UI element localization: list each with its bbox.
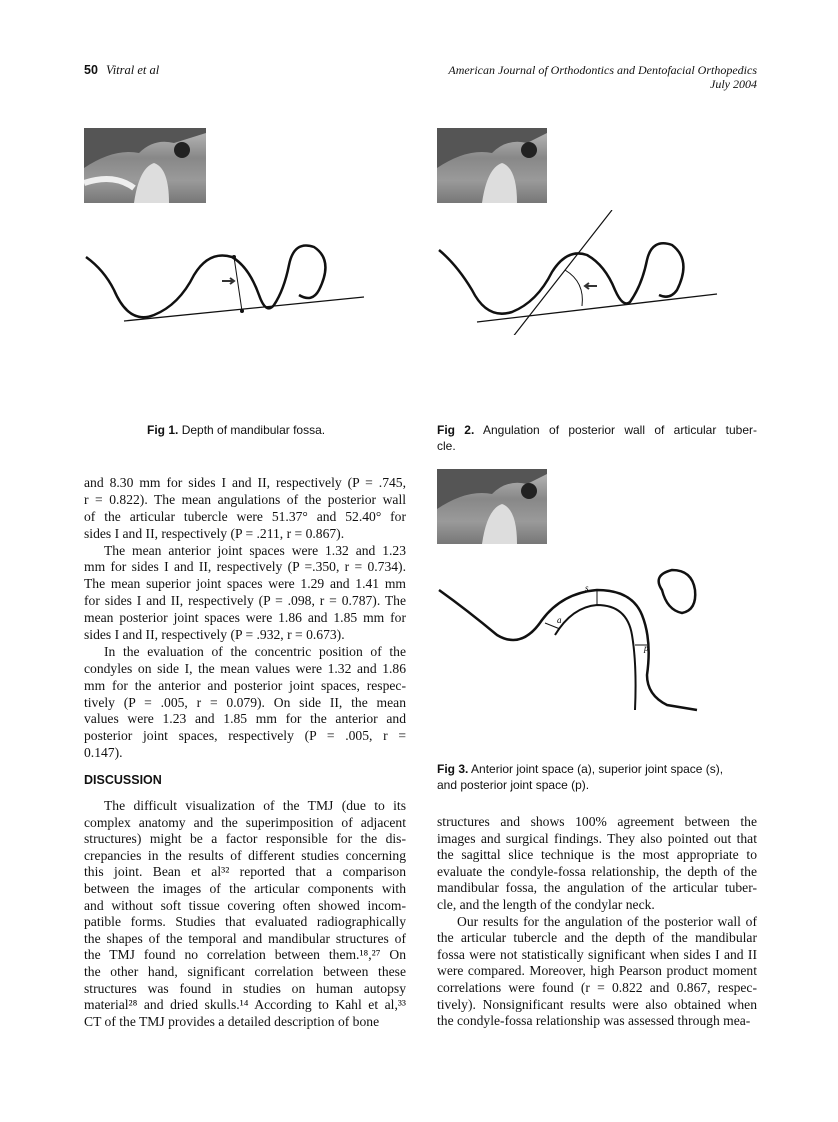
text-line: sides I and II, respectively (P = .932, r = 0.673). xyxy=(84,627,345,643)
text-line: tively). Nonsignificant results were also obtained when xyxy=(437,996,757,1012)
text-line: the condyle-fossa relationship was assessed through mea- xyxy=(437,1013,751,1029)
text-line: The mean anterior joint spaces were 1.32 and 1.23 xyxy=(104,542,406,558)
text-line: r = 0.822). The mean angulations of the posterior wall xyxy=(84,491,406,507)
fig3-caption xyxy=(437,761,757,793)
text-line: evaluate the condyle-fossa relationship, the depth of the xyxy=(437,863,757,879)
text-line: the other hand, significant correlation between these xyxy=(84,963,406,979)
text-line: and 8.30 mm for sides I and II, respectively (P = .745, xyxy=(84,475,406,490)
text-line: mean posterior joint spaces were 1.86 and 1.85 mm for xyxy=(84,610,406,626)
text-line: material²⁸ and dried skulls.¹⁴ According to Kahl et al,³³ xyxy=(84,997,406,1013)
fig3-radiograph xyxy=(437,469,547,544)
text-line: mm for the anterior and posterior joint spaces, respec- xyxy=(84,677,406,693)
radiograph-detail xyxy=(437,469,547,544)
caption-line xyxy=(437,422,757,438)
text-line: CT of the TMJ provides a detailed description of bone xyxy=(84,1013,380,1029)
text-line: the articular tubercle and the depth of the mandibular xyxy=(437,930,757,946)
fig1-radiograph xyxy=(84,128,206,203)
text-line: images and surgical findings. They also pointed out that xyxy=(437,830,757,846)
text-line: structures was found in studies on human autopsy xyxy=(84,980,406,996)
discussion-text xyxy=(84,798,406,1030)
fig-label: Fig 1. xyxy=(147,423,179,437)
text-line: mandibular fossa, the angulation of the articular tuber- xyxy=(437,880,757,896)
caption-line: cle. xyxy=(437,439,456,453)
text-line: values were 1.23 and 1.85 mm for the anterior and xyxy=(84,711,406,727)
caption-text: Anterior joint space (a), superior joint space (s), xyxy=(471,762,724,776)
text-line: the shapes of the temporal and mandibular structures of xyxy=(84,930,406,946)
text-line: tively (P = .005, r = 0.079). On side II, the mean xyxy=(84,694,406,710)
text-line: cle, and the length of the condylar neck. xyxy=(437,896,655,912)
text-line: The mean superior joint spaces were 1.29 and 1.41 mm xyxy=(84,576,406,592)
fig2-diagram xyxy=(437,210,737,335)
page-number: 50 xyxy=(84,63,98,77)
text-line: of the articular tubercle were 51.37° and 52.40° for xyxy=(84,508,406,524)
results-text xyxy=(84,475,406,762)
text-line: between the images of the articular components with xyxy=(84,880,406,896)
text-line: for sides I and II, respectively (P = .098, r = 0.787). The xyxy=(84,593,406,609)
text-line: 0.147). xyxy=(84,745,123,761)
text-line: sides I and II, respectively (P = .211, r = 0.867). xyxy=(84,525,345,541)
radiograph-detail xyxy=(437,128,547,203)
text-line: structures) might be a factor responsible for the dis- xyxy=(84,831,406,847)
label-a: a xyxy=(557,615,562,625)
discussion-text-continued xyxy=(437,814,757,1030)
text-line: the TMJ found no correlation between them.¹⁸,²⁷ On xyxy=(84,947,406,963)
text-line: crepancies in the results of different studies concerning xyxy=(84,847,406,863)
text-line: this joint. Bean et al³² reported that a comparison xyxy=(84,864,406,880)
radiograph-detail xyxy=(84,128,206,203)
text-line: condyles on side I, the mean values were 1.32 and 1.86 xyxy=(84,660,406,676)
label-p: p xyxy=(644,643,649,653)
section-heading: DISCUSSION xyxy=(84,773,162,787)
fig2-caption xyxy=(437,422,757,454)
text-line: the sagittal slice technique is the most appropriate to xyxy=(437,847,757,863)
fig-label: Fig 2. xyxy=(437,423,475,437)
text-line: mm for sides I and II, respectively (P =.350, r = 0.734). xyxy=(84,559,406,575)
text-line: and without soft tissue covering often showed incom- xyxy=(84,897,406,913)
text-line: Our results for the angulation of the posterior wall of xyxy=(457,913,757,929)
fig1-caption xyxy=(147,422,325,438)
text-line: In the evaluation of the concentric position of the xyxy=(104,643,406,659)
text-line: fossa were not statistically significant when sides I and II xyxy=(437,946,757,962)
journal-header xyxy=(448,63,757,91)
text-line: patible forms. Studies that evaluated radiographically xyxy=(84,914,406,930)
label-s: s xyxy=(585,583,589,593)
running-authors: Vitral et al xyxy=(106,63,160,77)
text-line: complex anatomy and the superimposition of adjacent xyxy=(84,814,406,830)
journal-title: American Journal of Orthodontics and Dentofacial Orthopedics xyxy=(448,63,757,77)
caption-line xyxy=(437,761,757,777)
issue-date: July 2004 xyxy=(710,77,757,91)
fig3-diagram xyxy=(437,565,737,715)
text-line: correlations were found (r = 0.822 and 0.867, respec- xyxy=(437,979,757,995)
text-line: structures and shows 100% agreement between the xyxy=(437,814,757,829)
fig-label: Fig 3. xyxy=(437,762,469,776)
text-line: were compared. Moreover, high Pearson product moment xyxy=(437,963,757,979)
fig1-diagram xyxy=(84,235,384,335)
fig2-radiograph xyxy=(437,128,547,203)
text-line: The difficult visualization of the TMJ (due to its xyxy=(104,798,406,813)
caption-text: Angulation of posterior wall of articular tuber- xyxy=(482,423,757,437)
caption-line: and posterior joint space (p). xyxy=(437,778,590,792)
caption-text: Depth of mandibular fossa. xyxy=(181,423,326,437)
text-line: posterior joint spaces, respectively (P = .005, r = xyxy=(84,728,406,744)
